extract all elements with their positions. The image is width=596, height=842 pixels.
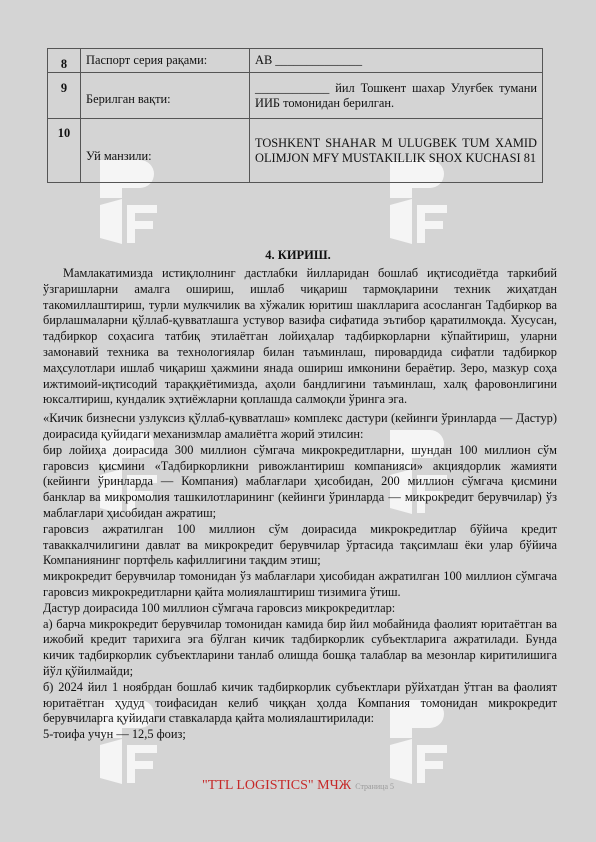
paragraph: 5-тоифа учун — 12,5 фоиз;	[43, 727, 186, 742]
page-number: Страница 5	[355, 782, 394, 791]
paragraph: а) барча микрокредит берувчилар томонидан камида бир йил мобайнида фаолият юритаётган ва ижобий кредит тарихига эга бўлган кичик тадбиркорлик субъектларига ажратилади. Бунда кичик тадбиркорлик субъектларини танлаб олишда бошқа талаблар ва мезонлар киритилишига йўл қўйилмайди;	[43, 616, 557, 678]
row-number: 9	[48, 73, 81, 119]
paragraph: бир лойиҳа доирасида 300 миллион сўмгача микрокредитларни, шундан 100 миллион сўм гаровсиз қисмини «Тадбиркорликни ривожлантириш компанияси» акциядорлик жамияти (кейинги ўринларда — Компания) маблағлари ҳисобидан, 200 миллион сўмгача қисмини банклар ва микромолия ташкилотларининг (кейинги ўринларда — микрокредит берувчилар) ўз маблағлари ҳисобидан ажратиш;	[43, 442, 557, 520]
row-value: ____________ йил Тошкент шахар Улуғбек тумани ИИБ томонидан берилган.	[250, 73, 543, 119]
row-value: TOSHKENT SHAHAR M ULUGBEK TUM XAMID OLIMJON MFY MUSTAKILLIK SHOX KUCHASI 81	[250, 119, 543, 183]
paragraph: «Кичик бизнесни узлуксиз қўллаб-қувватлаш» комплекс дастури (кейинги ўринларда — Дастур) доирасида қуйидаги механизмлар амалиётга жорий этилсин:	[43, 411, 557, 441]
section-title: 4. КИРИШ.	[265, 248, 331, 262]
table-row	[48, 49, 543, 73]
paragraph: Мамлакатимизда истиқлолнинг дастлабки йилларидан бошлаб иқтисодиётда таркибий ўзгаришларни амалга ошириш, ишлаб чиқариш тармоқларини техник жиҳатдан такомиллаштириш, турли мулкчилик ва хўжалик юритиш шаклларига асосланган Тадбиркор ва бирлашмаларни қўллаб-қувватлашга устувор вазифа сифатида эътибор қаратилмоқда. Хусусан, тадбиркор соҳасига татбиқ этилаётган лойиҳалар тадбиркорларни кўпайтириш, уларни замонавий техника ва технологиялар билан таъминлаш, пировардида сифатли тадбиркор маҳсулотлари ишлаб чиқариш ҳажмини янада ошириш имконини бераётир. Зеро, мазкур соҳа ижтимоий-иқтисодий тараққиётимизда, аҳоли бандлигини таъминлаш, халқ фаровонлигини юксалтириш, кундалик эҳтиёжларни қоплашда салмоқли ўринга эга.	[43, 266, 557, 407]
row-label: Паспорт серия рақами:	[81, 49, 250, 73]
paragraph: гаровсиз ажратилган 100 миллион сўм доирасида микрокредитлар бўйича кредит таваккалчилигини давлат ва микрокредит берувчилар ўртасида тақсимлаш ёки улар бўйича Компаниянинг портфель кафиллигини тақдим этиш;	[43, 521, 557, 568]
table-row	[48, 73, 543, 119]
paragraph: микрокредит берувчилар томонидан ўз маблағлари ҳисобидан ажратилган 100 миллион сўмгача гаровсиз микрокредитларни қайта молиялаштириш тизимига ўтиш.	[43, 569, 557, 599]
paragraph: Дастур доирасида 100 миллион сўмгача гаровсиз микрокредитлар:	[43, 600, 396, 615]
row-label: Уй манзили:	[81, 119, 250, 183]
row-value: АВ ______________	[250, 49, 543, 73]
page-footer	[0, 778, 596, 794]
table-row	[48, 119, 543, 183]
info-table	[47, 48, 543, 183]
row-number: 10	[48, 119, 81, 183]
body-text	[43, 266, 557, 743]
footer-company: "TTL LOGISTICS" МЧЖ	[202, 778, 352, 793]
row-label: Берилган вақти:	[81, 73, 250, 119]
paragraph: б) 2024 йил 1 ноябрдан бошлаб кичик тадбиркорлик субъектлари рўйхатдан ўтган ва фаолият юритаётган ҳудуд тоифасидан келиб чиққан ҳолда Компания томонидан микрокредит берувчиларга қуйидаги ставкаларда қайта молиялаштирилади:	[43, 679, 557, 726]
row-number: 8	[48, 49, 81, 73]
